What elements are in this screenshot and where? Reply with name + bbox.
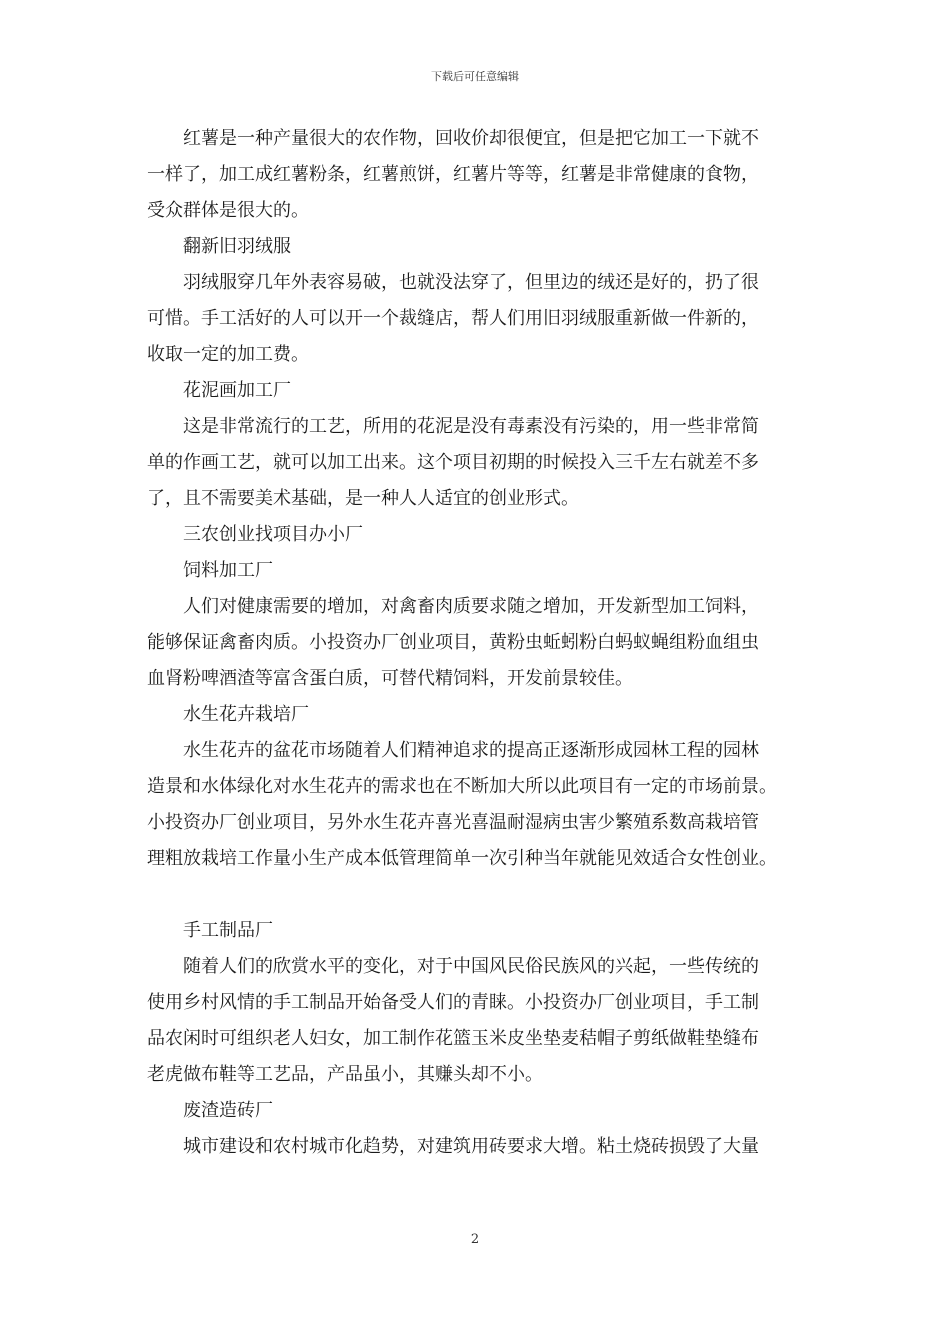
section-heading: 饲料加工厂: [183, 560, 273, 581]
paragraph-line: 单的作画工艺，就可以加工出来。这个项目初期的时候投入三千左右就差不多: [147, 452, 759, 473]
section-heading: 花泥画加工厂: [183, 380, 291, 401]
paragraph-line: 一样了，加工成红薯粉条，红薯煎饼，红薯片等等，红薯是非常健康的食物，: [147, 164, 759, 185]
section-heading: 水生花卉栽培厂: [183, 704, 309, 725]
page-header: 下载后可任意编辑: [431, 70, 519, 83]
paragraph-line: 人们对健康需要的增加，对禽畜肉质要求随之增加，开发新型加工饲料，: [183, 596, 759, 617]
paragraph-line: 使用乡村风情的手工制品开始备受人们的青睐。小投资办厂创业项目，手工制: [147, 992, 759, 1013]
paragraph-line: 受众群体是很大的。: [147, 200, 309, 221]
paragraph-line: 水生花卉的盆花市场随着人们精神追求的提高正逐渐形成园林工程的园林: [183, 740, 759, 761]
page-number: 2: [470, 1232, 480, 1247]
paragraph-line: 了，且不需要美术基础，是一种人人适宜的创业形式。: [147, 488, 579, 509]
paragraph: [147, 265, 815, 373]
paragraph: [147, 1129, 815, 1165]
paragraph-line: 老虎做布鞋等工艺品，产品虽小，其赚头却不小。: [147, 1064, 543, 1085]
paragraph-line: 红薯是一种产量很大的农作物，回收价却很便宜，但是把它加工一下就不: [183, 128, 759, 149]
paragraph-line: 能够保证禽畜肉质。小投资办厂创业项目，黄粉虫蚯蚓粉白蚂蚁蝇组粉血组虫: [147, 632, 759, 653]
paragraph-line: 收取一定的加工费。: [147, 344, 309, 365]
paragraph: [147, 949, 815, 1093]
paragraph-line: 造景和水体绿化对水生花卉的需求也在不断加大所以此项目有一定的市场前景。: [147, 776, 777, 797]
paragraph-line: 随着人们的欣赏水平的变化，对于中国风民俗民族风的兴起，一些传统的: [183, 956, 759, 977]
section-heading: 三农创业找项目办小厂: [183, 524, 363, 545]
paragraph: [147, 589, 815, 697]
paragraph-line: 理粗放栽培工作量小生产成本低管理简单一次引种当年就能见效适合女性创业。: [147, 848, 777, 869]
paragraph-line: 品农闲时可组织老人妇女，加工制作花篮玉米皮坐垫麦秸帽子剪纸做鞋垫缝布: [147, 1028, 759, 1049]
paragraph-line: 羽绒服穿几年外表容易破，也就没法穿了，但里边的绒还是好的，扔了很: [183, 272, 759, 293]
paragraph-line: 可惜。手工活好的人可以开一个裁缝店，帮人们用旧羽绒服重新做一件新的，: [147, 308, 759, 329]
section-heading: 废渣造砖厂: [183, 1100, 273, 1121]
paragraph-line: 城市建设和农村城市化趋势，对建筑用砖要求大增。粘土烧砖损毁了大量: [183, 1136, 759, 1157]
paragraph: [147, 409, 815, 517]
paragraph: [147, 733, 815, 877]
paragraph-line: 血肾粉啤酒渣等富含蛋白质，可替代精饲料，开发前景较佳。: [147, 668, 633, 689]
paragraph-spacer: [147, 877, 815, 913]
section-heading: 翻新旧羽绒服: [183, 236, 291, 257]
paragraph-line: 这是非常流行的工艺，所用的花泥是没有毒素没有污染的，用一些非常简: [183, 416, 759, 437]
paragraph-line: 小投资办厂创业项目，另外水生花卉喜光喜温耐湿病虫害少繁殖系数高栽培管: [147, 812, 759, 833]
paragraph: [147, 121, 815, 229]
document-body: [147, 121, 815, 1165]
section-heading: 手工制品厂: [183, 920, 273, 941]
